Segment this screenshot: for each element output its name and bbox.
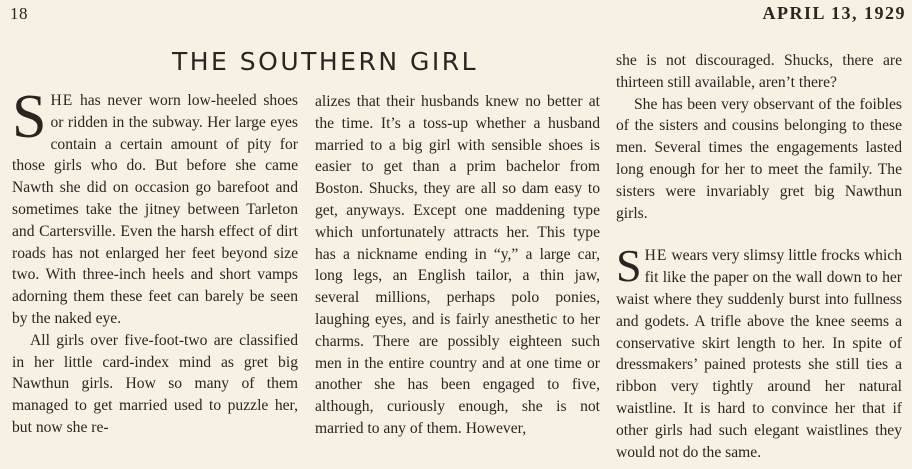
lead-caps: HE bbox=[50, 92, 74, 109]
paragraph: She has been very observant of the foibles of the sisters and cousins belonging to these men. Several times the engagements lasted long enough for her to meet the family. The sisters were invariably gret big Nawthun girls. bbox=[616, 95, 902, 222]
article-column-1 bbox=[12, 83, 298, 439]
article-title: THE SOUTHERN GIRL bbox=[171, 47, 479, 76]
paragraph: alizes that their husbands knew no better at the time. It’s a toss-up whether a husband married to a big girl with sensible shoes is easier to get than a prim bachelor from Boston. Shucks, they are all so dam easy to get, anyways. Except one maddening type which unfortunately attracts her. This type has a nickname ending in “y,” a large car, long legs, an English tailor, a thin jaw, several millions, perhaps polo ponies, laughing eyes, and is fairly anesthetic to her charms. There are possibly eighteen such men in the entire country and at one time or another she has been engaged to five, although, curiously enough, she is not married to any of them. However, bbox=[315, 93, 600, 437]
article-column-2 bbox=[315, 91, 600, 440]
paragraph bbox=[616, 240, 902, 463]
paragraph-text: wears very slimsy little frocks which fit like the paper on the wall down to her waist where they suddenly burst into fullness and godets. A trifle above the knee seems a conservative skirt length to her. In spite of dressmakers’ pained protests she still ties a ribbon very tightly around her natural waistline. It is hard to convince her that if other girls had such elegant waistlines they would not do the same. bbox=[616, 247, 902, 461]
lead-caps: HE bbox=[644, 247, 668, 265]
paragraph: All girls over five-foot-two are classified in her little card-index mind as gret big Nawthun girls. How so many of them managed to get married used to puzzle her, but now she re- bbox=[12, 331, 298, 436]
issue-date: APRIL 13, 1929 bbox=[762, 3, 906, 23]
page-number: 18 bbox=[10, 4, 28, 23]
section-spacer bbox=[616, 224, 902, 245]
drop-cap: S bbox=[12, 83, 47, 151]
paragraph-text: has never worn low-heeled shoes or ridden in the subway. Her large eyes contain a certain amount of pity for those girls who do. But before she came Nawth she did on occasion go barefoot and sometimes take the jitney between Tarleton and Cartersville. Even the harsh effect of dirt roads has not enlarged her feet beyond size two. With three-inch heels and short vamps adorning them these feet can barely be seen by the naked eye. bbox=[12, 92, 298, 327]
paragraph bbox=[12, 83, 298, 330]
paragraph: she is not discouraged. Shucks, there are thirteen still available, aren’t there? bbox=[616, 52, 902, 91]
article-column-3 bbox=[616, 50, 902, 463]
drop-cap: S bbox=[616, 240, 642, 292]
